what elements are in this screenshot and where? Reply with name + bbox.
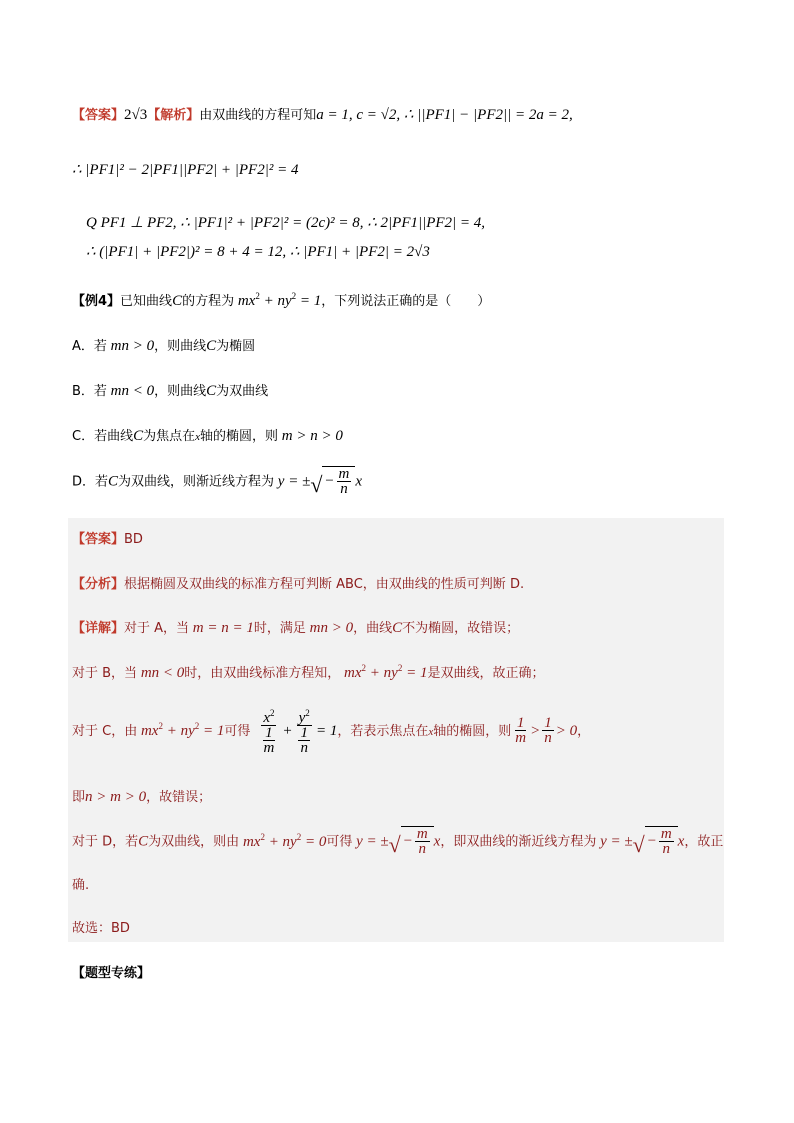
detail-a-1: 对于 A，当: [124, 621, 190, 636]
detail-b-2: 时，由双曲线标准方程知，: [184, 666, 341, 681]
solution-answer-value: BD: [124, 532, 143, 547]
solution-analysis-tag: 【分析】: [72, 577, 125, 592]
option-b: B．若 mn < 0，则曲线C为双曲线: [72, 383, 269, 399]
option-c-mid: 为焦点在: [143, 429, 196, 444]
detail-d-cont: 确.: [72, 878, 90, 893]
detail-d-3: 可得: [326, 834, 353, 850]
detail-b-1: 对于 B，当: [72, 666, 138, 681]
option-c: C．若曲线C为焦点在x轴的椭圆，则 m > n > 0: [72, 428, 343, 444]
option-d-mid: 为双曲线，则渐近线方程为: [118, 474, 275, 490]
solution-answer: [72, 528, 143, 547]
detail-a: 【详解】对于 A，当 m = n = 1时，满足 mn > 0，曲线C不为椭圆，故错误；: [72, 620, 520, 636]
detail-c-6: ，故错误；: [146, 790, 212, 805]
option-a: A．若 mn > 0，则曲线C为椭圆: [72, 338, 256, 354]
detail-c-4: 轴的椭圆，则: [433, 724, 512, 739]
detail-a-2: 时，满足: [253, 621, 306, 636]
detail-c: 对于 C，由 $mx^2 + ny^2 = 1$可得 $\frac{x^2}{\frac{1}{m}}$ + $\frac{y^2}{\frac{1}{n}}$ = 1，若表示焦点在x轴的椭圆，则 $\frac{1}{m}$ > $\frac{1}{n}$ > 0，: [72, 708, 591, 756]
detail-b-3: 是双曲线，故正确；: [427, 666, 545, 681]
option-d: D．若C为双曲线，则渐近线方程为 y = ± √ − $\frac{m}{n}$ x: [72, 466, 363, 497]
example4-stem-text-b: 的方程为: [182, 294, 235, 309]
option-a-pre: A．若: [72, 339, 107, 354]
option-b-post: ，则曲线: [154, 384, 207, 399]
detail-c-cont: 即n > m > 0，故错误；: [72, 789, 212, 805]
detail-d-1: 对于 D，若: [72, 834, 139, 850]
analysis-math-4: ∴ (|PF1| + |PF2|)² = 8 + 4 = 12, ∴ |PF1| + |PF2| = 2√3: [86, 244, 430, 260]
example4-stem: 【例4】已知曲线C的方程为 $mx^2 + ny^2 = 1$，下列说法正确的是（ ）: [72, 291, 491, 309]
option-c-pre: C．若曲线: [72, 429, 134, 444]
answer-tag: 【答案】: [72, 108, 125, 123]
detail-a-4: 不为椭圆，故错误；: [402, 621, 520, 636]
solution-analysis-text: 根据椭圆及双曲线的标准方程可判断 ABC，由双曲线的性质可判断 D.: [124, 577, 525, 592]
detail-c-2: 可得: [224, 724, 251, 739]
detail-tag: 【详解】: [72, 621, 125, 636]
option-a-post: ，则曲线: [154, 339, 207, 354]
detail-b: 对于 B，当 mn < 0时，由双曲线标准方程知， $mx^2 + ny^2 = 1$是双曲线，故正确；: [72, 663, 545, 681]
final-answer: 故选：BD: [72, 921, 130, 936]
analysis-math-1: a = 1, c = √2, ∴ ||PF1| − |PF2|| = 2a = 2,: [316, 107, 573, 123]
analysis-math-2: ∴ |PF1|² − 2|PF1||PF2| + |PF2|² = 4: [72, 162, 299, 178]
answer-value: 2√3: [124, 107, 148, 123]
example4-tag: 【例4】: [72, 294, 121, 309]
section-title: 【题型专练】: [72, 966, 151, 981]
option-a-end: 为椭圆: [216, 339, 256, 354]
example4-stem-text-c: ，下列说法正确的是（ ）: [321, 294, 491, 309]
detail-c-3: ，若表示焦点在: [337, 724, 429, 739]
option-d-pre: D．若: [72, 474, 109, 490]
detail-c-5: 即: [72, 790, 86, 805]
answer-line-1: [72, 104, 573, 124]
option-c-mid2: 轴的椭圆，则: [200, 429, 279, 444]
detail-d-4: ，即双曲线的渐近线方程为: [440, 834, 597, 850]
example4-stem-text-a: 已知曲线: [120, 294, 173, 309]
solution-analysis: [72, 573, 524, 592]
detail-d-5: ，故正: [684, 834, 724, 850]
detail-d-2: 为双曲线，则由: [148, 834, 240, 850]
detail-a-3: ，曲线: [353, 621, 393, 636]
detail-d: 对于 D，若C为双曲线，则由 $mx^2 + ny^2 = 0$可得 y = ± √ − $\frac{m}{n}$ x，即双曲线的渐近线方程为 y = ± √ − $\frac{m}{n}$ x，故正: [72, 826, 724, 857]
analysis-tag: 【解析】: [147, 108, 200, 123]
option-b-end: 为双曲线: [216, 384, 269, 399]
solution-answer-tag: 【答案】: [72, 532, 125, 547]
analysis-text: 由双曲线的方程可知: [199, 108, 317, 123]
analysis-math-3: Q PF1 ⊥ PF2, ∴ |PF1|² + |PF2|² = (2c)² = 8, ∴ 2|PF1||PF2| = 4,: [86, 215, 486, 231]
option-b-pre: B．若: [72, 384, 107, 399]
detail-c-1: 对于 C，由: [72, 724, 138, 739]
